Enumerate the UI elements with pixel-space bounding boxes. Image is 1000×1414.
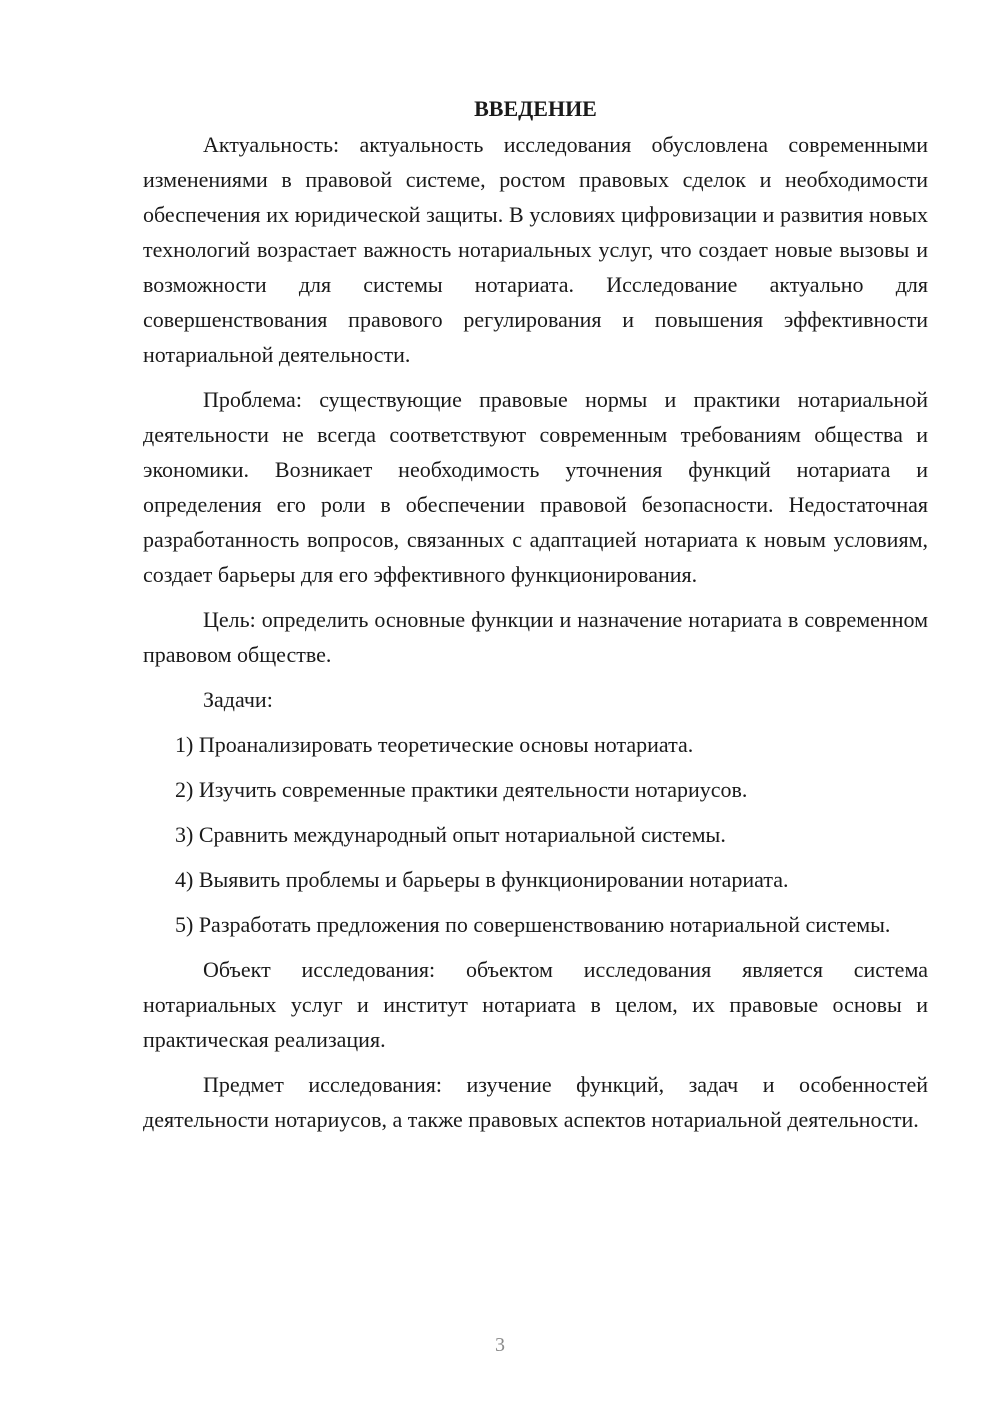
task-item: 1) Проанализировать теоретические основы нотариата. <box>175 732 694 757</box>
paragraph-goal: Цель: определить основные функции и назначение нотариата в современном правовом обществе. <box>143 607 928 667</box>
task-item: 2) Изучить современные практики деятельности нотариусов. <box>175 777 748 802</box>
tasks-list <box>143 727 928 942</box>
task-item: 4) Выявить проблемы и барьеры в функционировании нотариата. <box>175 867 789 892</box>
paragraph-object: Объект исследования: объектом исследования является система нотариальных услуг и институт нотариата в целом, их правовые основы и практическая реализация. <box>143 957 928 1052</box>
task-item: 3) Сравнить международный опыт нотариальной системы. <box>175 822 726 847</box>
paragraph-subject: Предмет исследования: изучение функций, задач и особенностей деятельности нотариусов, а также правовых аспектов нотариальной деятельности. <box>143 1072 928 1132</box>
paragraph-relevance: Актуальность: актуальность исследования обусловлена современными изменениями в правовой системе, ростом правовых сделок и необходимости обеспечения их юридической защиты. В условиях цифровизации и развития новых технологий возрастает важность нотариальных услуг, что создает новые вызовы и возможности для системы нотариата. Исследование актуально для совершенствования правового регулирования и повышения эффективности нотариальной деятельности. <box>143 132 928 367</box>
page-number: 3 <box>495 1334 505 1356</box>
tasks-heading: Задачи: <box>203 687 273 712</box>
paragraph-problem: Проблема: существующие правовые нормы и практики нотариальной деятельности не всегда соответствуют современным требованиям общества и экономики. Возникает необходимость уточнения функций нотариата и определения его роли в обеспечении правовой безопасности. Недостаточная разработанность вопросов, связанных с адаптацией нотариата к новым условиям, создает барьеры для его эффективного функционирования. <box>143 387 928 587</box>
document-page <box>143 94 928 1147</box>
document-title: ВВЕДЕНИЕ <box>474 96 597 121</box>
task-item: 5) Разработать предложения по совершенствованию нотариальной системы. <box>175 912 891 937</box>
